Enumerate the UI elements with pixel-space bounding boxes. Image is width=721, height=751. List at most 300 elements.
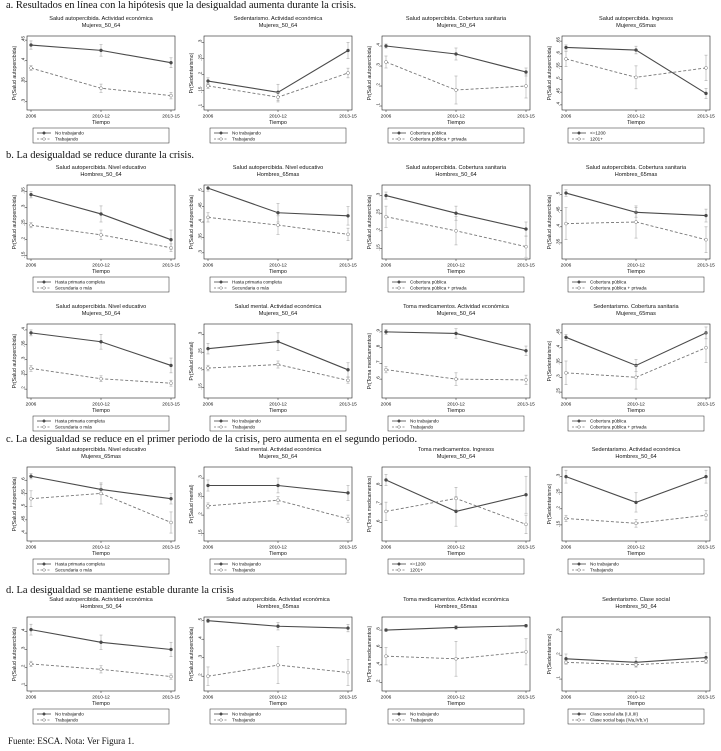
data-point [277,484,280,487]
y-tick-label: .35 [20,340,26,347]
x-tick-label: 2013-15 [162,695,180,701]
y-tick-label: .25 [197,54,203,61]
y-tick-label: .25 [20,219,26,226]
chart-subtitle: Mujeres_50_64 [436,311,476,317]
legend-marker [578,569,581,572]
data-point [207,675,210,678]
y-axis-label: Pr(Salud autopercibida) [189,194,195,250]
y-tick-label: .7 [375,360,381,365]
data-point [385,655,388,658]
legend-marker [578,287,581,290]
chart-subtitle: Hombres_50_64 [435,172,477,178]
data-point [207,367,210,370]
y-axis-label: Pr(Salud autopercibida) [12,333,18,389]
y-tick-label: .45 [555,206,561,213]
x-tick-label: 2010-12 [627,402,645,408]
y-axis-label: Pr(Salud autopercibida) [12,476,18,532]
data-point [347,214,350,217]
data-point [525,523,528,526]
chart-title: Salud autopercibida. Nivel educativo [55,165,147,171]
x-tick-label: 2013-15 [162,545,180,551]
data-point [385,45,388,48]
x-tick-label: 2010-12 [447,114,465,120]
data-point [565,46,568,49]
data-point [635,376,638,379]
y-tick-label: .35 [20,187,26,194]
x-tick-label: 2006 [25,263,37,269]
y-axis-label: Pr(Toma medicamentos) [367,625,373,683]
y-tick-label: .2 [197,71,203,76]
legend-marker [220,426,223,429]
y-tick-label: .3 [20,646,26,651]
data-point [455,89,458,92]
data-point [565,222,568,225]
y-tick-label: .3 [197,249,203,254]
y-tick-label: .4 [375,43,381,47]
x-tick-label: 2010-12 [627,545,645,551]
section-heading-d: d. La desigualdad se mantiene estable durante la crisis [6,585,234,596]
x-tick-label: 2013-15 [162,402,180,408]
data-point [385,330,388,333]
x-tick-label: 2010-12 [269,263,287,269]
x-tick-label: 2006 [25,695,37,701]
chart-subtitle: Hombres_50_64 [615,454,657,460]
legend-marker [43,132,46,135]
x-tick-label: 2013-15 [162,114,180,120]
y-tick-label: .4 [20,628,26,633]
x-tick-label: 2010-12 [92,695,110,701]
y-axis-label: Pr(Salud autopercibida) [547,194,553,250]
legend-marker [43,426,46,429]
data-point [347,491,350,494]
chart-title: Salud mental. Actividad económica [234,304,322,310]
chart-panel [189,597,357,724]
y-tick-label: .2 [197,673,203,678]
y-tick-label: .25 [375,208,381,216]
x-tick-label: 2010-12 [447,695,465,701]
y-tick-label: .3 [197,654,203,659]
x-tick-label: 2010-12 [269,114,287,120]
y-axis-label: Pr(Salud autopercibida) [367,45,373,101]
chart-panel [367,165,535,292]
legend-marker [220,569,223,572]
x-tick-label: 2010-12 [627,114,645,120]
data-point [385,368,388,371]
data-point [100,87,103,90]
legend-marker [220,420,223,423]
y-tick-label: .6 [375,644,381,649]
x-axis-label: Tiempo [269,120,287,126]
legend-label: Cobertura pública + privada [410,285,467,291]
data-point [347,627,350,630]
legend-label: Trabajando [590,567,614,573]
data-point [100,668,103,671]
x-axis-label: Tiempo [92,120,110,126]
y-tick-label: .4 [555,223,561,228]
legend-label: No trabajando [55,130,84,136]
x-tick-label: 2013-15 [517,402,535,408]
legend-marker [43,281,46,284]
x-tick-label: 2006 [380,545,392,551]
chart-title: Salud mental. Actividad económica [234,447,322,453]
data-point [100,49,103,52]
x-tick-label: 2010-12 [92,114,110,120]
chart-panel [189,165,357,292]
legend-marker [220,132,223,135]
x-tick-label: 2006 [202,402,214,408]
legend-label: Cobertura pública + privada [590,424,647,430]
x-tick-label: 2013-15 [697,402,715,408]
chart-panel [367,16,535,143]
x-axis-label: Tiempo [627,269,645,275]
legend-marker [398,132,401,135]
y-tick-label: .4 [197,219,203,223]
x-tick-label: 2006 [560,114,572,120]
y-tick-label: .15 [555,520,561,528]
y-axis-label: Pr(Sedentarismo) [547,340,553,382]
x-tick-label: 2006 [380,263,392,269]
x-tick-label: 2013-15 [517,545,535,551]
x-tick-label: 2010-12 [269,545,287,551]
y-tick-label: .2 [20,236,26,241]
data-point [705,475,708,478]
y-tick-label: .4 [197,636,203,641]
data-point [30,475,33,478]
y-axis-label: Pr(Salud autopercibida) [367,194,373,250]
chart-subtitle: Mujeres_65mas [616,23,656,29]
data-point [385,478,388,481]
data-point [525,228,528,231]
footnote: Fuente: ESCA. Nota: Ver Figura 1. [8,736,135,746]
y-tick-label: .25 [197,347,203,355]
data-point [30,662,33,665]
y-tick-label: .2 [555,652,561,657]
x-tick-label: 2006 [25,114,37,120]
data-point [385,215,388,218]
x-tick-label: 2006 [380,114,392,120]
y-tick-label: .2 [197,512,203,517]
x-tick-label: 2013-15 [697,114,715,120]
legend-marker [43,713,46,716]
legend-label: Clase social baja (IVa,IVb,V) [590,717,649,723]
y-axis-label: Pr(Salud autopercibida) [12,194,18,250]
chart-title: Sedentarismo. Cobertura sanitaria [593,304,679,310]
chart-subtitle: Hombres_50_64 [80,172,122,178]
legend-label: Cobertura pública [590,418,627,424]
legend-marker [43,420,46,423]
legend-marker [578,420,581,423]
legend-label: Trabajando [232,717,256,723]
data-point [170,675,173,678]
section-heading-b: b. La desigualdad se reduce durante la crisis. [6,150,195,161]
data-point [170,246,173,249]
data-point [277,499,280,502]
legend-label: Trabajando [232,567,256,573]
y-tick-label: .35 [20,77,26,84]
y-tick-label: .2 [555,505,561,510]
legend-label: Hasta primaria completa [55,279,105,285]
y-tick-label: .3 [20,98,26,103]
data-point [455,53,458,56]
legend-box [210,709,346,724]
y-tick-label: .4 [20,57,26,62]
data-point [455,497,458,500]
y-tick-label: .2 [197,366,203,371]
x-tick-label: 2013-15 [339,402,357,408]
legend-label: No trabajando [590,561,619,567]
x-axis-label: Tiempo [447,269,465,275]
x-tick-label: 2006 [560,263,572,269]
chart-panel [12,597,180,724]
data-point [635,501,638,504]
x-tick-label: 2010-12 [447,545,465,551]
x-axis-label: Tiempo [92,269,110,275]
x-tick-label: 2010-12 [627,263,645,269]
data-point [347,379,350,382]
y-tick-label: .1 [197,103,203,108]
data-point [525,245,528,248]
y-tick-label: .65 [555,36,561,44]
chart-title: Salud autopercibida. Actividad económica [49,597,153,603]
chart-panel [12,304,180,431]
data-point [30,44,33,47]
data-point [565,661,568,664]
data-point [170,61,173,64]
y-tick-label: .1 [375,103,381,107]
legend-marker [578,713,581,716]
y-axis-label: Pr(Sedentarismo) [547,483,553,525]
data-point [100,233,103,236]
x-tick-label: 2006 [560,545,572,551]
chart-subtitle: Hombres_50_64 [80,604,122,610]
legend-label: Cobertura pública + privada [410,136,467,142]
y-tick-label: .3 [20,204,26,209]
legend-box [568,559,704,574]
chart-subtitle: Mujeres_50_64 [258,23,298,29]
chart-subtitle: Mujeres_50_64 [436,454,476,460]
plot-frame [27,617,175,691]
y-tick-label: .4 [20,326,26,331]
chart-panel [12,447,180,574]
data-point [565,192,568,195]
data-point [635,663,638,666]
data-point [170,364,173,367]
y-tick-label: .8 [375,482,381,487]
chart-panel [189,447,357,574]
x-tick-label: 2013-15 [339,263,357,269]
legend-marker [398,426,401,429]
data-point [347,368,350,371]
chart-title: Salud autopercibida. Nivel educativo [232,165,324,171]
x-tick-label: 2006 [202,695,214,701]
chart-subtitle: Mujeres_50_64 [81,311,121,317]
legend-label: <=1200 [410,561,426,567]
legend-label: Clase social alta (I,II,III) [590,711,638,717]
legend-label: No trabajando [410,711,439,717]
x-tick-label: 2010-12 [447,263,465,269]
data-point [525,493,528,496]
legend-marker [220,713,223,716]
y-tick-label: .25 [555,488,561,495]
data-point [635,221,638,224]
y-axis-label: Pr(Toma medicamentos) [367,475,373,533]
x-tick-label: 2010-12 [627,695,645,701]
chart-title: Salud autopercibida. Cobertura sanitaria [405,16,507,22]
y-axis-label: Pr(Salud autopercibida) [12,626,18,682]
data-point [565,657,568,660]
chart-title: Salud autopercibida. Ingresos [598,16,674,22]
chart-title: Sedentarismo. Actividad económica [233,16,323,22]
legend-marker [398,713,401,716]
data-point [525,71,528,74]
chart-panel [547,165,715,292]
data-point [385,61,388,64]
y-tick-label: .3 [197,39,203,44]
x-axis-label: Tiempo [269,408,287,414]
legend-marker [43,569,46,572]
legend-label: Cobertura pública [410,130,447,136]
x-tick-label: 2013-15 [517,695,535,701]
legend-box [210,559,346,574]
data-point [277,363,280,366]
legend-marker [398,287,401,290]
data-point [455,212,458,215]
x-tick-label: 2013-15 [517,114,535,120]
y-tick-label: .2 [20,664,26,669]
chart-title: Toma medicamentos. Actividad económica [403,597,509,603]
x-tick-label: 2006 [560,695,572,701]
x-tick-label: 2010-12 [92,263,110,269]
x-tick-label: 2013-15 [697,695,715,701]
legend-box [568,128,704,143]
data-point [30,497,33,500]
y-tick-label: .4 [555,344,561,349]
y-axis-label: Pr(Salud autopercibida) [189,626,195,682]
y-tick-label: .6 [20,477,26,482]
chart-subtitle: Hombres_65mas [614,172,658,178]
legend-box [388,416,524,431]
y-tick-label: .2 [375,227,381,232]
y-tick-label: .45 [20,515,26,523]
y-tick-label: .6 [555,50,561,55]
y-tick-label: .15 [197,529,203,536]
legend-marker [220,281,223,284]
legend-label: Trabajando [55,136,79,142]
x-axis-label: Tiempo [627,701,645,707]
x-tick-label: 2013-15 [339,114,357,120]
legend-label: No trabajando [232,130,261,136]
chart-panel [12,165,180,292]
data-point [277,211,280,214]
chart-title: Salud autopercibida. Nivel educativo [55,447,147,453]
y-tick-label: .3 [375,63,381,67]
data-point [207,216,210,219]
legend-label: Cobertura pública [410,279,447,285]
data-point [705,92,708,95]
data-point [525,624,528,627]
x-tick-label: 2006 [560,402,572,408]
legend-marker [398,138,401,141]
data-point [277,664,280,667]
data-point [565,336,568,339]
legend-label: Hasta primaria completa [232,279,282,285]
legend-label: Secundaria o más [55,424,93,430]
legend-label: Hasta primaria completa [55,418,105,424]
x-axis-label: Tiempo [627,408,645,414]
legend-label: Hasta primaria completa [55,561,105,567]
y-tick-label: .3 [555,628,561,633]
data-point [455,657,458,660]
x-axis-label: Tiempo [92,551,110,557]
y-tick-label: .55 [555,62,561,69]
data-point [30,367,33,370]
data-point [100,377,103,380]
y-tick-label: .15 [197,86,203,93]
chart-title: Toma medicamentos. Actividad económica [403,304,509,310]
y-tick-label: .3 [20,356,26,361]
data-point [525,378,528,381]
x-axis-label: Tiempo [447,120,465,126]
x-tick-label: 2006 [380,402,392,408]
y-axis-label: Pr(Salud mental) [189,341,195,381]
data-point [277,224,280,227]
chart-panel [367,597,535,724]
y-tick-label: .25 [20,370,26,377]
chart-title: Salud autopercibida. Actividad económica [226,597,330,603]
data-point [170,382,173,385]
x-axis-label: Tiempo [269,701,287,707]
legend-label: Trabajando [410,717,434,723]
legend-marker [398,281,401,284]
chart-panel [547,16,715,143]
x-tick-label: 2010-12 [269,695,287,701]
data-point [30,628,33,631]
x-axis-label: Tiempo [447,701,465,707]
data-point [705,346,708,349]
y-tick-label: .8 [375,627,381,631]
y-tick-label: .3 [555,374,561,379]
y-axis-label: Pr(Sedentarismo) [189,52,195,94]
y-tick-label: .25 [197,492,203,499]
y-tick-label: .9 [375,328,381,333]
legend-label: Trabajando [232,136,256,142]
y-tick-label: .15 [197,383,203,390]
data-point [565,475,568,478]
x-tick-label: 2013-15 [339,695,357,701]
legend-box [33,709,169,724]
legend-marker [578,719,581,722]
x-tick-label: 2013-15 [517,263,535,269]
y-tick-label: .5 [555,191,561,196]
x-tick-label: 2013-15 [162,263,180,269]
plot-frame [562,617,710,691]
x-tick-label: 2010-12 [92,545,110,551]
y-tick-label: .35 [555,358,561,365]
legend-label: Cobertura pública + privada [590,285,647,291]
legend-box [388,559,524,574]
y-tick-label: .25 [555,387,561,395]
legend-label: Trabajando [55,717,79,723]
data-point [170,521,173,524]
data-point [705,514,708,517]
y-tick-label: .1 [555,676,561,680]
data-point [565,517,568,520]
data-point [347,49,350,52]
legend-marker [578,426,581,429]
y-tick-label: .3 [375,192,381,197]
legend-label: 1201+ [410,567,423,573]
y-tick-label: .5 [197,617,203,622]
